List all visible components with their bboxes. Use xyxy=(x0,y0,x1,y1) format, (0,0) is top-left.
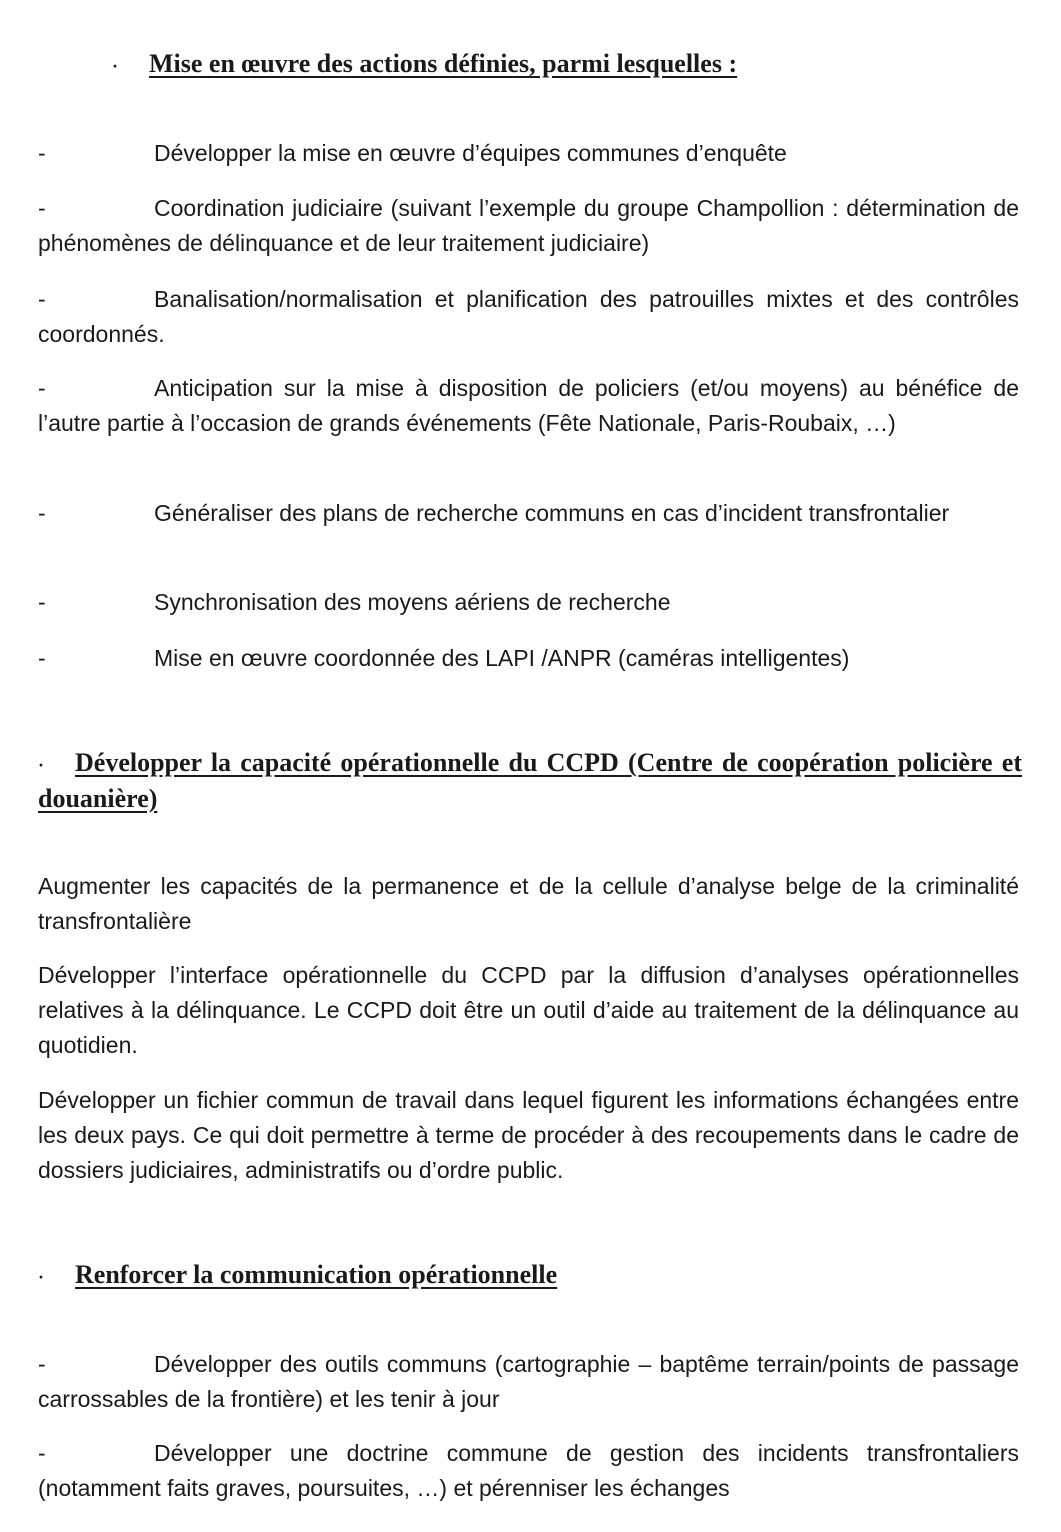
list-item xyxy=(38,1347,1019,1417)
dash: - xyxy=(38,645,46,671)
dash: - xyxy=(38,1440,46,1466)
item-text: Développer des outils communs (cartographie – baptême terrain/points de passage carrossables de la frontière) et les tenir à jour xyxy=(38,1351,1019,1412)
dash: - xyxy=(38,500,46,526)
list-item xyxy=(38,496,1019,531)
paragraph: Augmenter les capacités de la permanence et de la cellule d’analyse belge de la criminalité transfrontalière xyxy=(38,873,1019,934)
list-item xyxy=(38,585,1019,620)
dash: - xyxy=(38,140,46,166)
list-item xyxy=(38,371,1019,441)
bullet-icon: · xyxy=(112,56,119,76)
item-text: Coordination judiciaire (suivant l’exemple du groupe Champollion : détermination de phénomènes de délinquance et de leur traitement judiciaire) xyxy=(38,195,1019,256)
item-text: Synchronisation des moyens aériens de recherche xyxy=(154,589,671,615)
paragraph: Développer un fichier commun de travail dans lequel figurent les informations échangées entre les deux pays. Ce qui doit permettre à terme de procéder à des recoupements dans le cadre de dossiers judiciaires, administratifs ou d’ordre public. xyxy=(38,1087,1019,1183)
list-item xyxy=(38,641,1019,676)
item-text: Banalisation/normalisation et planification des patrouilles mixtes et des contrôles coordonnés. xyxy=(38,286,1019,347)
item-text: Généraliser des plans de recherche communs en cas d’incident transfrontalier xyxy=(154,500,950,526)
dash: - xyxy=(38,375,46,401)
section-heading-communication xyxy=(38,1258,557,1294)
dash: - xyxy=(38,1351,46,1377)
section-heading-actions xyxy=(112,47,737,83)
dash: - xyxy=(38,589,46,615)
heading-text: Développer la capacité opérationnelle du CCPD (Centre de coopération policière et douanière) xyxy=(38,748,1022,813)
list-item xyxy=(38,1436,1019,1506)
item-text: Développer une doctrine commune de gestion des incidents transfrontaliers (notamment faits graves, poursuites, …) et pérenniser les échanges xyxy=(38,1440,1019,1501)
list-item xyxy=(38,282,1019,352)
heading-text: Mise en œuvre des actions définies, parmi lesquelles : xyxy=(149,49,738,78)
bullet-icon: · xyxy=(38,1267,45,1287)
item-text: Développer la mise en œuvre d’équipes communes d’enquête xyxy=(154,140,787,166)
heading-text: Renforcer la communication opérationnelle xyxy=(75,1260,558,1289)
dash: - xyxy=(38,195,46,221)
list-item xyxy=(38,191,1019,261)
item-text: Mise en œuvre coordonnée des LAPI /ANPR (caméras intelligentes) xyxy=(154,645,850,671)
list-item xyxy=(38,136,1019,171)
dash: - xyxy=(38,286,46,312)
section-heading-ccpd xyxy=(38,746,1022,816)
item-text: Anticipation sur la mise à disposition de policiers (et/ou moyens) au bénéfice de l’autre partie à l’occasion de grands événements (Fête Nationale, Paris-Roubaix, …) xyxy=(38,375,1019,436)
bullet-icon: · xyxy=(38,755,45,775)
paragraph: Développer l’interface opérationnelle du CCPD par la diffusion d’analyses opérationnelles relatives à la délinquance. Le CCPD doit être un outil d’aide au traitement de la délinquance au quotidien. xyxy=(38,962,1019,1058)
